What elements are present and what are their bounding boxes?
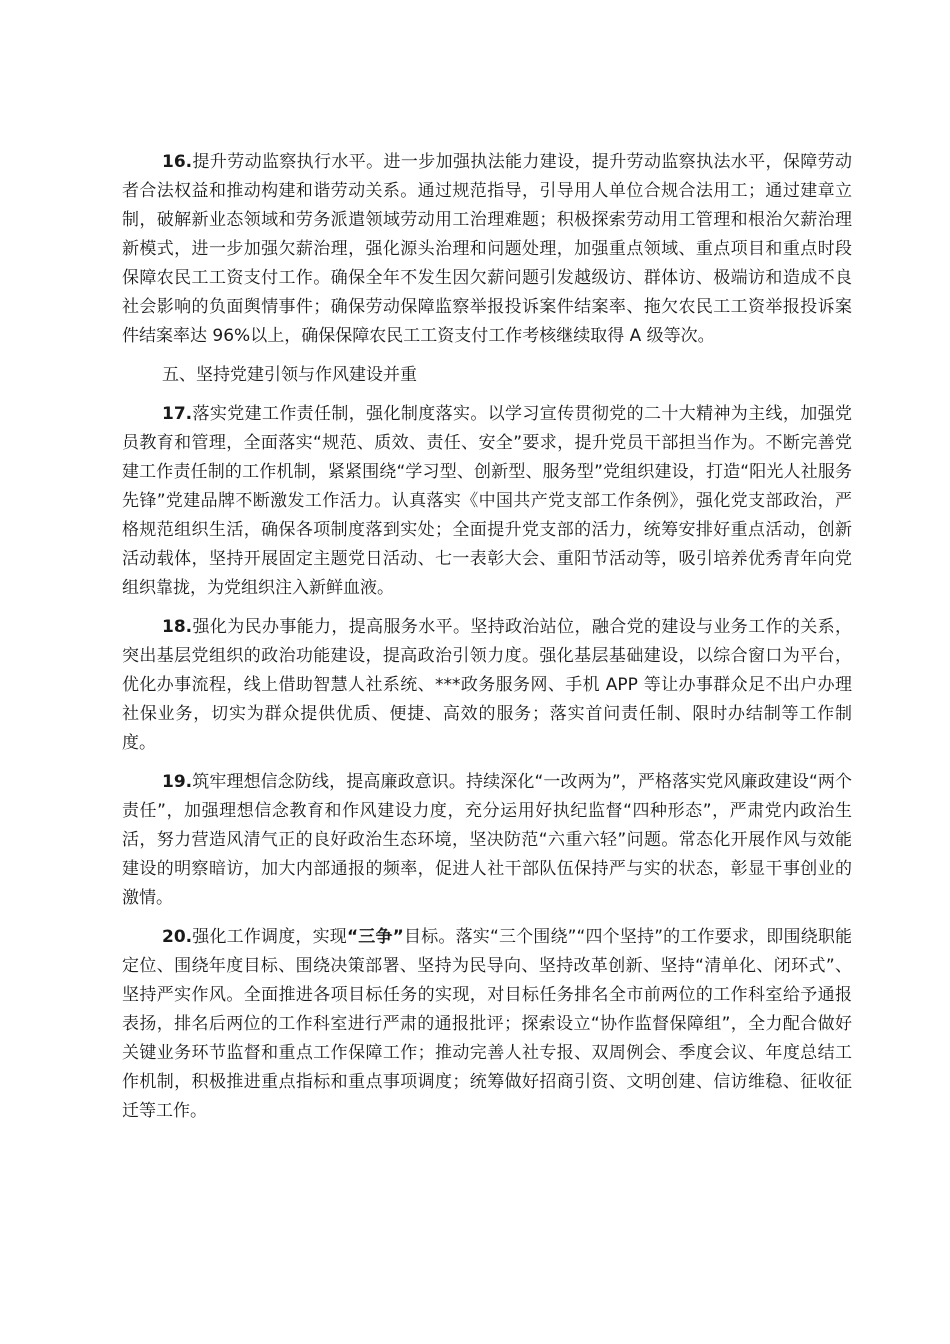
section-heading: 五、坚持党建引领与作风建设并重 [162,365,417,385]
paragraph-text: 提升劳动监察执行水平。进一步加强执法能力建设，提升劳动监察执法水平，保障劳动者合法权益和推动构建和谐劳动关系。通过规范指导，引导用人单位合规合法用工；通过建章立制，破解新业态领域和劳务派遣领域劳动用工治理难题；积极探索劳动用工管理和根治欠薪治理新模式，进一步加强欠薪治理，强化源头治理和问题处理，加强重点领域、重点项目和重点时段保障农民工工资支付工作。确保全年不发生因欠薪问题引发越级访、群体访、极端访和造成不良社会影响的负面舆情事件；确保劳动保障监察举报投诉案件结案率、拖欠农民工工资举报投诉案件结案率达 96%以上，确保保障农民工工资支付工作考核继续取得 A 级等次。 [122,152,852,346]
bold-phrase: “三争” [346,927,404,947]
paragraph-text: 强化工作调度，实现 [192,927,347,947]
paragraph-text: 筑牢理想信念防线，提高廉政意识。持续深化“一改两为”，严格落实党风廉政建设“两个责任”，加强理想信念教育和作风建设力度，充分运用好执纪监督“四种形态”，严肃党内政治生活，努力营造风清气正的良好政治生态环境，坚决防范“六重六轻”问题。常态化开展作风与效能建设的明察暗访，加大内部通报的频率，促进人社干部队伍保持严与实的状态，彰显干事创业的激情。 [122,772,852,908]
paragraph-text: 落实党建工作责任制，强化制度落实。以学习宣传贯彻党的二十大精神为主线，加强党员教育和管理，全面落实“规范、质效、责任、安全”要求，提升党员干部担当作为。不断完善党建工作责任制的工作机制，紧紧围绕“学习型、创新型、服务型”党组织建设，打造“阳光人社服务先锋”党建品牌不断激发工作活力。认真落实《中国共产党支部工作条例》，强化党支部政治，严格规范组织生活，确保各项制度落到实处；全面提升党支部的活力，统筹安排好重点活动，创新活动载体，坚持开展固定主题党日活动、七一表彰大会、重阳节活动等，吸引培养优秀青年向党组织靠拢，为党组织注入新鲜血液。 [122,404,852,598]
paragraph-17 [122,400,852,603]
paragraph-18 [122,613,852,758]
item-number: 19. [162,772,193,792]
paragraph-16 [122,148,852,351]
item-number: 20. [162,927,193,947]
item-number: 16. [162,152,193,172]
paragraph-19 [122,768,852,913]
paragraph-text: 目标。落实“三个围绕”“四个坚持”的工作要求，即围绕职能定位、围绕年度目标、围绕决策部署、坚持为民导向、坚持改革创新、坚持“清单化、闭环式”、坚持严实作风。全面推进各项目标任务的实现，对目标任务排名全市前两位的工作科室给予通报表扬，排名后两位的工作科室进行严肃的通报批评；探索设立“协作监督保障组”，全力配合做好关键业务环节监督和重点工作保障工作；推动完善人社专报、双周例会、季度会议、年度总结工作机制，积极推进重点指标和重点事项调度；统筹做好招商引资、文明创建、信访维稳、征收征迁等工作。 [122,927,853,1121]
item-number: 17. [162,404,193,424]
paragraph-20 [122,923,852,1126]
item-number: 18. [162,617,193,637]
paragraph-text: 强化为民办事能力，提高服务水平。坚持政治站位，融合党的建设与业务工作的关系，突出基层党组织的政治功能建设，提高政治引领力度。强化基层基础建设，以综合窗口为平台，优化办事流程，线上借助智慧人社系统、***政务服务网、手机 APP 等让办事群众足不出户办理社保业务，切实为群众提供优质、便捷、高效的服务；落实首问责任制、限时办结制等工作制度。 [122,617,852,753]
